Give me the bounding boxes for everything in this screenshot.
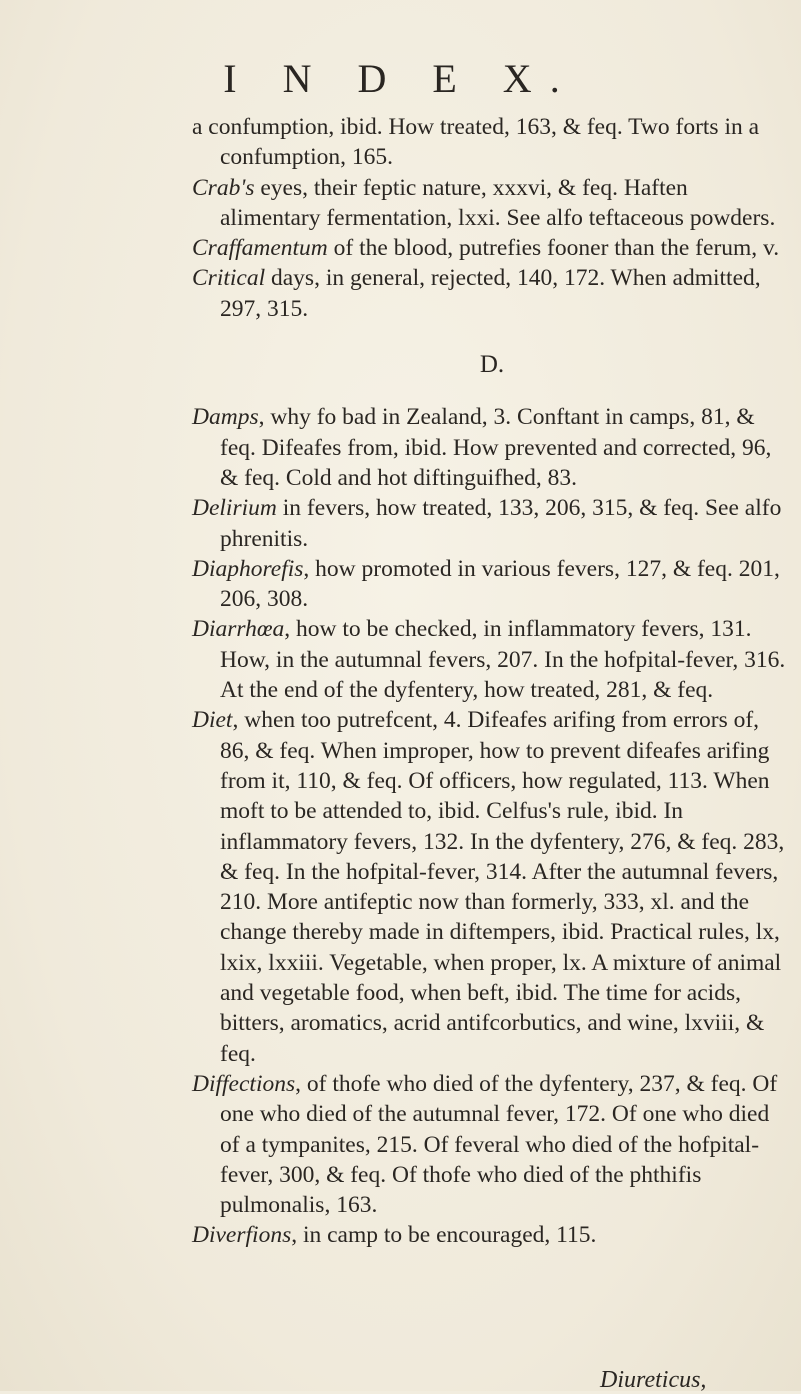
index-entry: Diverfions, in camp to be encouraged, 115.	[192, 1222, 597, 1249]
index-entry: Critical days, in general, rejected, 140, 172. When admitted, 297, 315.	[192, 265, 761, 322]
index-entry: Diet, when too putrefcent, 4. Difeafes arifing from errors of, 86, & feq. When improper, how to prevent difeafes arifing from it, 110, & feq. Of officers, how regulated, 113. When moft to be attended to, ibid. Celfus's rule, ibid. In inflammatory fevers, 132. In the dyfentery, 276, & feq. 283, & feq. In the hofpital-fever, 314. After the autumnal fevers, 210. More antifeptic now than formerly, 333, xl. and the change thereby made in diftempers, ibid. Practical rules, lx, lxix, lxxiii. Vegetable, when proper, lx. A mixture of animal and vegetable food, when beft, ibid. The time for acids, bitters, aromatics, acrid antifcorbutics, and wine, lxviii, & feq.	[192, 707, 785, 1067]
catchword: Diureticus,	[600, 1367, 707, 1393]
index-entry: Craffamentum of the blood, putrefies fooner than the ferum, v.	[192, 235, 780, 262]
index-entry: Damps, why fo bad in Zealand, 3. Conftant in camps, 81, & feq. Difeafes from, ibid. How prevented and corrected, 96, & feq. Cold and hot diftinguifhed, 83.	[192, 404, 772, 491]
index-entry: Diffections, of thofe who died of the dyfentery, 237, & feq. Of one who died of the autumnal fever, 172. Of one who died of a tympanites, 215. Of feveral who died of the hofpital-fever, 300, & feq. Of thofe who died of the phthifis pulmonalis, 163.	[192, 1070, 778, 1219]
index-body	[192, 112, 792, 1251]
section-letter: D.	[479, 351, 505, 379]
index-entry: Delirium in fevers, how treated, 133, 206, 315, & feq. See alfo phrenitis.	[192, 495, 782, 552]
index-entry: Crab's eyes, their feptic nature, xxxvi, & feq. Haften alimentary fermentation, lxxi. See alfo teftaceous powders.	[192, 174, 776, 231]
index-entry: Diaphorefis, how promoted in various fevers, 127, & feq. 201, 206, 308.	[192, 555, 780, 613]
page-title: I N D E X.	[223, 56, 578, 101]
index-entry: Diarrhœa, how to be checked, in inflammatory fevers, 131. How, in the autumnal fevers, 207. In the hofpital-fever, 316. At the end of the dyfentery, how treated, 281, & feq.	[192, 616, 786, 704]
index-entry: a confumption, ibid. How treated, 163, & feq. Two forts in a confumption, 165.	[192, 114, 760, 171]
